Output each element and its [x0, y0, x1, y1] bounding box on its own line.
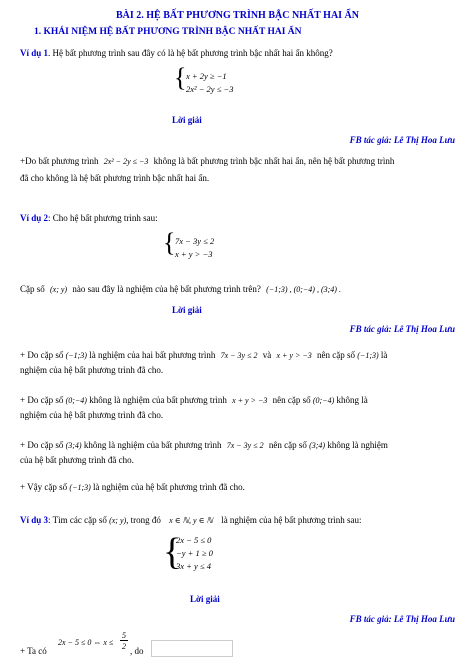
example-2-step1-line2: nghiệm của hệ bất phương trình đã cho.	[20, 365, 164, 375]
fraction-denominator: 2	[122, 642, 126, 651]
example-1-statement	[20, 48, 333, 58]
math-expression: 2x² − 2y ≤ −3	[103, 157, 149, 166]
author-credit: FB tác giả: Lê Thị Hoa Lưu	[349, 324, 455, 334]
example-2-step3-line1: + Do cặp số (3;4) không là nghiệm của bất phương trình 7x − 3y ≤ 2 nên cặp số (3;4) không là nghiệm	[20, 440, 388, 450]
example-1-label: Ví dụ 1	[20, 48, 49, 58]
example-2-statement: Ví dụ 2: Cho hệ bất phương trình sau:	[20, 213, 158, 223]
section-heading: 1. KHÁI NIỆM HỆ BẤT PHƯƠNG TRÌNH BẬC NHẤT HAI ẨN	[34, 27, 302, 37]
example-1-solution-line2: đã cho không là hệ bất phương trình bậc nhất hai ẩn.	[20, 173, 210, 183]
example-2-step1-line1: + Do cặp số (−1;3) là nghiệm của hai bất phương trình 7x − 3y ≤ 2 và x + y > −3 nên cặp số (−1;3) là	[20, 350, 388, 360]
example-1-text: . Hệ bất phương trình sau đây có là hệ bất phương trình bậc nhất hai ẩn không?	[48, 48, 333, 58]
example-2-label: Ví dụ 2	[20, 213, 49, 223]
example-3-label: Ví dụ 3	[20, 515, 49, 525]
fraction-numerator: 5	[122, 631, 126, 640]
math-expression: 2x − 5 ≤ 0 ⇔ x ≤	[58, 638, 114, 647]
system-row: −y + 1 ≥ 0	[176, 548, 213, 558]
system-row: 7x − 3y ≤ 2	[175, 236, 215, 246]
example-3-statement: Ví dụ 3: Tìm các cặp số (x; y), trong đó x ∈ ℕ, y ∈ ℕ là nghiệm của hệ bất phương trình sau:	[20, 515, 362, 525]
system-brace: {	[163, 228, 176, 257]
system-row: 2x − 5 ≤ 0	[176, 535, 212, 545]
author-credit: FB tác giả: Lê Thị Hoa Lưu	[349, 135, 455, 145]
system-row: 2x² − 2y ≤ −3	[186, 84, 234, 94]
system-brace: {	[174, 63, 187, 92]
solution-label: Lời giải	[190, 594, 220, 604]
system-row: 3x + y ≤ 4	[176, 561, 211, 571]
page-title: BÀI 2. HỆ BẤT PHƯƠNG TRÌNH BẬC NHẤT HAI ẨN	[116, 10, 359, 21]
system-row: x + y > −3	[175, 249, 213, 259]
example-2-step3-line2: của hệ bất phương trình đã cho.	[20, 455, 134, 465]
solution-label: Lời giải	[172, 115, 202, 125]
example-2-system	[175, 235, 214, 261]
example-3-solution-label: + Ta có	[20, 646, 47, 656]
blank-image-box	[151, 640, 233, 657]
example-3-solution-cont: , do	[130, 646, 144, 656]
author-credit: FB tác giả: Lê Thị Hoa Lưu	[349, 614, 455, 624]
example-2-question: Cặp số (x; y) nào sau đây là nghiệm của hệ bất phương trình trên? (−1;3) , (0;−4) , (3;4) .	[20, 284, 341, 294]
example-2-conclusion: + Vậy cặp số (−1;3) là nghiệm của hệ bất phương trình đã cho.	[20, 482, 245, 492]
system-brace: {	[163, 531, 182, 573]
system-row: x + 2y ≥ −1	[186, 71, 227, 81]
example-1-system	[186, 70, 233, 96]
example-2-step2-line2: nghiệm của hệ bất phương trình đã cho.	[20, 410, 164, 420]
example-2-step2-line1: + Do cặp số (0;−4) không là nghiệm của bất phương trình x + y > −3 nên cặp số (0;−4) không là	[20, 395, 368, 405]
solution-label: Lời giải	[172, 305, 202, 315]
example-3-system	[176, 534, 213, 573]
example-1-solution-line1: +Do bất phương trình 2x² − 2y ≤ −3 không là bất phương trình bậc nhất hai ẩn, nên hệ bất phương trình	[20, 156, 395, 166]
